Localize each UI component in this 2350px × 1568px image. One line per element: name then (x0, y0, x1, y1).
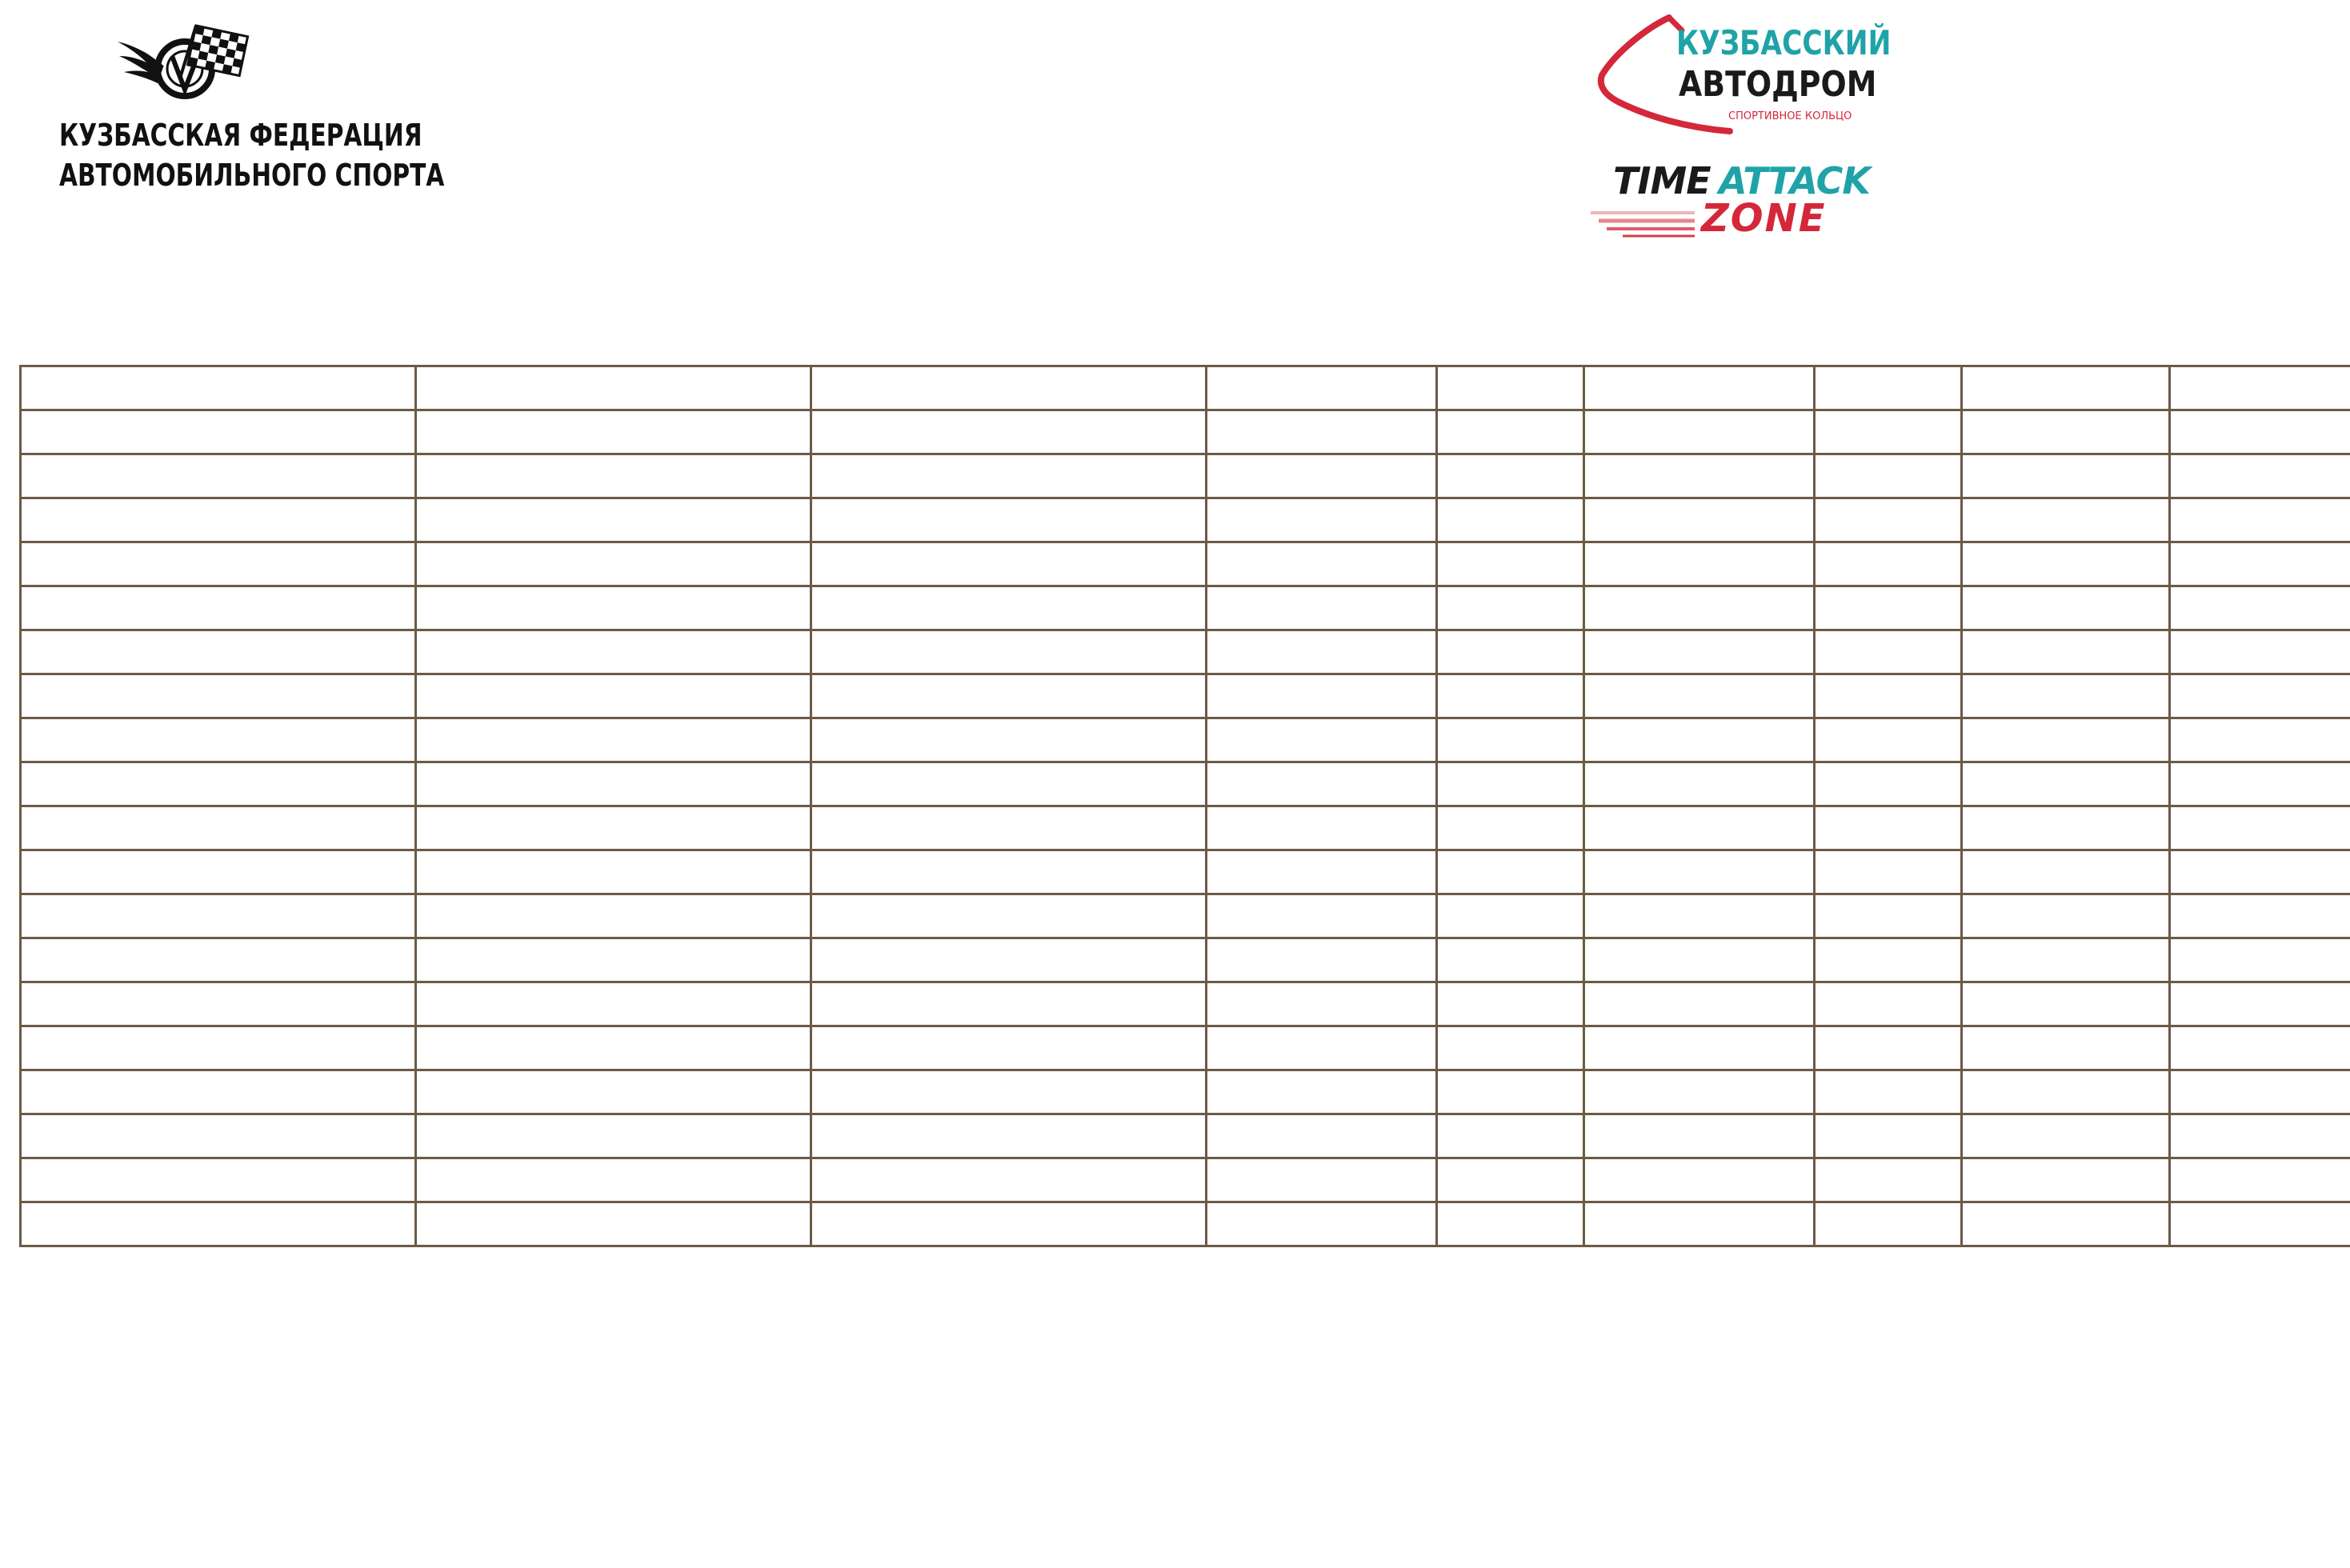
table-cell (1437, 454, 1584, 498)
table-cell (2170, 850, 2350, 894)
table-cell (21, 894, 416, 938)
table-row (21, 498, 2350, 542)
table-cell (811, 454, 1207, 498)
table-cell (1437, 1158, 1584, 1202)
table-cell (811, 718, 1207, 762)
table-row (21, 1114, 2350, 1158)
table-cell (1584, 366, 1815, 410)
results-table-body (21, 366, 2350, 1246)
table-cell (1584, 894, 1815, 938)
table-cell (1815, 938, 1962, 982)
table-cell (1962, 718, 2170, 762)
table-cell (1437, 630, 1584, 674)
table-cell (1815, 1070, 1962, 1114)
table-cell (416, 630, 811, 674)
table-cell (2170, 762, 2350, 806)
time-attack-zone-logo (1591, 157, 1879, 245)
table-cell (21, 762, 416, 806)
table-cell (811, 542, 1207, 586)
table-cell (811, 762, 1207, 806)
table-cell (1207, 894, 1437, 938)
table-row (21, 806, 2350, 850)
table-cell (2170, 410, 2350, 454)
table-cell (1962, 410, 2170, 454)
table-cell (1815, 410, 1962, 454)
table-cell (1207, 454, 1437, 498)
table-cell (2170, 630, 2350, 674)
table-cell (2170, 806, 2350, 850)
table-cell (1962, 542, 2170, 586)
table-cell (1815, 806, 1962, 850)
table-cell (1207, 1202, 1437, 1246)
table-cell (416, 454, 811, 498)
table-cell (1437, 1026, 1584, 1070)
table-cell (2170, 454, 2350, 498)
table-cell (2170, 718, 2350, 762)
table-cell (416, 982, 811, 1026)
table-row (21, 894, 2350, 938)
table-cell (1584, 498, 1815, 542)
table-cell (2170, 1202, 2350, 1246)
table-row (21, 982, 2350, 1026)
table-cell (1584, 1070, 1815, 1114)
table-cell (1437, 498, 1584, 542)
table-cell (1962, 1070, 2170, 1114)
autodrom-title-line2: АВТОДРОМ (1679, 64, 1877, 105)
table-cell (811, 674, 1207, 718)
table-cell (1437, 410, 1584, 454)
results-table (19, 365, 2350, 1247)
table-cell (1962, 850, 2170, 894)
table-cell (1962, 1114, 2170, 1158)
table-cell (416, 1026, 811, 1070)
table-cell (416, 542, 811, 586)
table-cell (1962, 674, 2170, 718)
table-row (21, 1202, 2350, 1246)
table-row (21, 1158, 2350, 1202)
table-cell (416, 718, 811, 762)
table-cell (811, 586, 1207, 630)
table-cell (1437, 1114, 1584, 1158)
table-cell (1437, 894, 1584, 938)
table-cell (416, 1202, 811, 1246)
table-cell (1815, 630, 1962, 674)
table-cell (416, 498, 811, 542)
table-cell (811, 806, 1207, 850)
table-row (21, 762, 2350, 806)
table-cell (21, 938, 416, 982)
table-cell (1207, 410, 1437, 454)
table-cell (416, 674, 811, 718)
table-cell (1815, 542, 1962, 586)
table-cell (1815, 498, 1962, 542)
federation-name (59, 115, 445, 195)
table-cell (1584, 1158, 1815, 1202)
table-cell (21, 410, 416, 454)
winged-wheel-checkered-flag-icon (116, 21, 254, 102)
table-row (21, 542, 2350, 586)
table-cell (1815, 586, 1962, 630)
table-cell (416, 1070, 811, 1114)
table-cell (1584, 410, 1815, 454)
table-cell (1815, 1114, 1962, 1158)
table-cell (1437, 1202, 1584, 1246)
table-cell (1962, 586, 2170, 630)
table-cell (1815, 1158, 1962, 1202)
table-cell (811, 1202, 1207, 1246)
table-cell (811, 630, 1207, 674)
table-cell (21, 1026, 416, 1070)
table-cell (21, 806, 416, 850)
table-row (21, 366, 2350, 410)
federation-logo (24, 21, 445, 197)
table-cell (2170, 1026, 2350, 1070)
table-cell (1437, 762, 1584, 806)
table-cell (811, 1026, 1207, 1070)
table-cell (416, 410, 811, 454)
table-cell (811, 1114, 1207, 1158)
table-cell (1207, 630, 1437, 674)
table-cell (1962, 1158, 2170, 1202)
table-cell (1207, 1158, 1437, 1202)
table-cell (21, 1158, 416, 1202)
table-cell (21, 630, 416, 674)
table-cell (1815, 894, 1962, 938)
table-cell (1815, 1026, 1962, 1070)
table-row (21, 1026, 2350, 1070)
table-cell (1584, 762, 1815, 806)
table-cell (2170, 674, 2350, 718)
table-row (21, 1070, 2350, 1114)
federation-name-line2: АВТОМОБИЛЬНОГО СПОРТА (59, 158, 445, 193)
table-cell (811, 1158, 1207, 1202)
table-row (21, 454, 2350, 498)
table-cell (811, 410, 1207, 454)
table-cell (1962, 894, 2170, 938)
table-cell (811, 498, 1207, 542)
table-cell (1584, 938, 1815, 982)
table-cell (21, 586, 416, 630)
table-cell (21, 542, 416, 586)
table-cell (2170, 982, 2350, 1026)
table-cell (1584, 630, 1815, 674)
table-cell (811, 366, 1207, 410)
table-cell (1207, 1026, 1437, 1070)
table-cell (21, 1114, 416, 1158)
table-cell (811, 1070, 1207, 1114)
table-cell (1962, 982, 2170, 1026)
table-row (21, 586, 2350, 630)
table-cell (1584, 1114, 1815, 1158)
table-row (21, 938, 2350, 982)
table-cell (1584, 454, 1815, 498)
table-cell (1815, 1202, 1962, 1246)
table-cell (21, 718, 416, 762)
table-cell (416, 806, 811, 850)
autodrom-logo (1592, 11, 1892, 139)
table-cell (1815, 850, 1962, 894)
table-cell (1207, 938, 1437, 982)
autodrom-tagline: СПОРТИВНОЕ КОЛЬЦО (1728, 110, 1852, 122)
table-cell (1207, 586, 1437, 630)
table-cell (1584, 718, 1815, 762)
table-cell (1962, 498, 2170, 542)
autodrom-title-line1: КУЗБАССКИЙ (1676, 23, 1892, 62)
time-attack-word-zone: ZONE (1701, 196, 1827, 241)
table-cell (1207, 1070, 1437, 1114)
table-cell (1584, 1026, 1815, 1070)
table-cell (2170, 366, 2350, 410)
table-cell (811, 850, 1207, 894)
table-cell (1584, 982, 1815, 1026)
table-cell (1962, 938, 2170, 982)
table-cell (1207, 674, 1437, 718)
table-cell (21, 454, 416, 498)
table-cell (1437, 938, 1584, 982)
table-cell (1962, 1202, 2170, 1246)
table-cell (1962, 806, 2170, 850)
table-cell (1207, 542, 1437, 586)
table-cell (1207, 982, 1437, 1026)
table-cell (416, 894, 811, 938)
table-cell (811, 982, 1207, 1026)
table-cell (416, 366, 811, 410)
table-cell (1207, 366, 1437, 410)
table-cell (416, 1114, 811, 1158)
table-cell (1815, 454, 1962, 498)
table-cell (2170, 1070, 2350, 1114)
table-cell (2170, 542, 2350, 586)
table-cell (1584, 1202, 1815, 1246)
table-cell (1437, 982, 1584, 1026)
table-cell (1207, 718, 1437, 762)
time-attack-word-time: TIME (1613, 159, 1711, 202)
table-cell (416, 938, 811, 982)
table-cell (1584, 586, 1815, 630)
table-cell (2170, 894, 2350, 938)
table-cell (1437, 366, 1584, 410)
table-cell (1437, 674, 1584, 718)
table-row (21, 850, 2350, 894)
table-cell (2170, 498, 2350, 542)
table-cell (21, 366, 416, 410)
table-cell (2170, 938, 2350, 982)
table-cell (1437, 586, 1584, 630)
table-cell (1207, 1114, 1437, 1158)
table-cell (1815, 718, 1962, 762)
table-cell (1584, 674, 1815, 718)
table-cell (1437, 806, 1584, 850)
table-cell (811, 894, 1207, 938)
table-cell (21, 1070, 416, 1114)
table-cell (416, 1158, 811, 1202)
table-cell (21, 498, 416, 542)
table-cell (1962, 366, 2170, 410)
table-cell (2170, 586, 2350, 630)
table-cell (21, 850, 416, 894)
table-cell (416, 762, 811, 806)
table-cell (1437, 850, 1584, 894)
table-cell (1962, 630, 2170, 674)
table-row (21, 718, 2350, 762)
table-cell (21, 982, 416, 1026)
federation-name-line1: КУЗБАССКАЯ ФЕДЕРАЦИЯ (59, 118, 422, 153)
table-cell (1437, 718, 1584, 762)
table-cell (2170, 1114, 2350, 1158)
table-cell (1815, 366, 1962, 410)
table-cell (1437, 1070, 1584, 1114)
table-cell (1815, 674, 1962, 718)
table-cell (1584, 850, 1815, 894)
time-attack-word-attack: ATTACK (1719, 159, 1871, 202)
table-cell (416, 850, 811, 894)
table-cell (1584, 806, 1815, 850)
table-cell (2170, 1158, 2350, 1202)
table-row (21, 410, 2350, 454)
table-cell (1437, 542, 1584, 586)
table-cell (1207, 806, 1437, 850)
table-cell (1207, 498, 1437, 542)
table-cell (1584, 542, 1815, 586)
table-cell (1207, 762, 1437, 806)
table-row (21, 674, 2350, 718)
table-cell (1815, 982, 1962, 1026)
table-cell (1962, 762, 2170, 806)
table-cell (1207, 850, 1437, 894)
table-cell (416, 586, 811, 630)
table-cell (1962, 454, 2170, 498)
table-cell (21, 674, 416, 718)
table-cell (811, 938, 1207, 982)
table-cell (1962, 1026, 2170, 1070)
table-row (21, 630, 2350, 674)
table-cell (21, 1202, 416, 1246)
table-cell (1815, 762, 1962, 806)
